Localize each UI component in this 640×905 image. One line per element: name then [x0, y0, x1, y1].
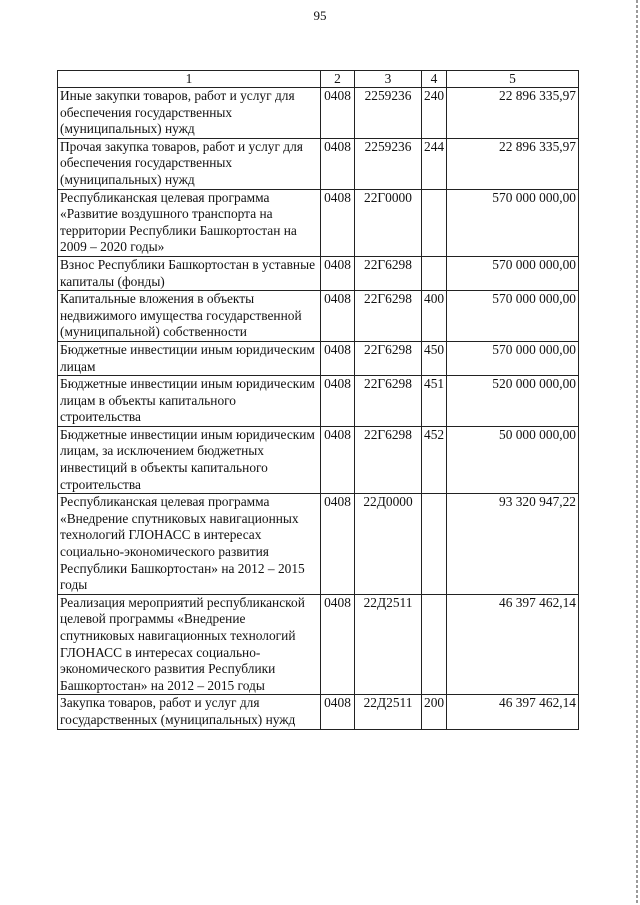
- table-row: [58, 291, 579, 342]
- row-section-code: 0408: [321, 594, 355, 695]
- row-amount: 93 320 947,22: [447, 494, 579, 595]
- table-row: [58, 138, 579, 189]
- table-row: [58, 189, 579, 256]
- row-section-code: 0408: [321, 695, 355, 729]
- row-name-cell: Взнос Республики Башкортостан в уставные капиталы (фонды): [58, 256, 321, 290]
- row-section-code: 0408: [321, 256, 355, 290]
- row-amount: 46 397 462,14: [447, 594, 579, 695]
- row-target-code: 22Д2511: [355, 695, 422, 729]
- row-target-code: 22Д2511: [355, 594, 422, 695]
- row-expense-type: 400: [422, 291, 447, 342]
- row-section-code: 0408: [321, 138, 355, 189]
- row-amount: 520 000 000,00: [447, 376, 579, 427]
- header-col-5: 5: [447, 71, 579, 88]
- row-name-cell: Закупка товаров, работ и услуг для государственных (муниципальных) нужд: [58, 695, 321, 729]
- row-name-cell: Бюджетные инвестиции иным юридическим лицам: [58, 341, 321, 375]
- budget-table: [57, 70, 579, 730]
- row-amount: 22 896 335,97: [447, 138, 579, 189]
- row-section-code: 0408: [321, 494, 355, 595]
- row-amount: 46 397 462,14: [447, 695, 579, 729]
- row-expense-type: [422, 256, 447, 290]
- row-amount: 570 000 000,00: [447, 291, 579, 342]
- header-col-1: 1: [58, 71, 321, 88]
- row-name-cell: Бюджетные инвестиции иным юридическим лицам, за исключением бюджетных инвестиций в объекты капитального строительства: [58, 426, 321, 493]
- row-name-cell: Республиканская целевая программа «Развитие воздушного транспорта на территории Республики Башкортостан на 2009 – 2020 годы»: [58, 189, 321, 256]
- row-amount: 570 000 000,00: [447, 256, 579, 290]
- row-section-code: 0408: [321, 426, 355, 493]
- table-row: [58, 256, 579, 290]
- table-row: [58, 594, 579, 695]
- row-target-code: 2259236: [355, 88, 422, 139]
- row-amount: 50 000 000,00: [447, 426, 579, 493]
- table-row: [58, 341, 579, 375]
- row-target-code: 2259236: [355, 138, 422, 189]
- row-expense-type: 200: [422, 695, 447, 729]
- row-amount: 22 896 335,97: [447, 88, 579, 139]
- table-row: [58, 376, 579, 427]
- row-name-cell: Прочая закупка товаров, работ и услуг для обеспечения государственных (муниципальных) нужд: [58, 138, 321, 189]
- table-row: [58, 494, 579, 595]
- row-section-code: 0408: [321, 376, 355, 427]
- row-name-cell: Бюджетные инвестиции иным юридическим лицам в объекты капитального строительства: [58, 376, 321, 427]
- row-name-cell: Иные закупки товаров, работ и услуг для обеспечения государственных (муниципальных) нужд: [58, 88, 321, 139]
- row-section-code: 0408: [321, 189, 355, 256]
- header-col-2: 2: [321, 71, 355, 88]
- row-section-code: 0408: [321, 88, 355, 139]
- table-body: [58, 88, 579, 730]
- row-target-code: 22Д0000: [355, 494, 422, 595]
- row-name-cell: Капитальные вложения в объекты недвижимого имущества государственной (муниципальной) собственности: [58, 291, 321, 342]
- row-target-code: 22Г6298: [355, 256, 422, 290]
- row-name-cell: Реализация мероприятий республиканской целевой программы «Внедрение спутниковых навигационных технологий ГЛОНАСС в интересах социально-экономического развития Республики Башкортостан» на 2012 – 2015 годы: [58, 594, 321, 695]
- table-header-row: [58, 71, 579, 88]
- row-amount: 570 000 000,00: [447, 189, 579, 256]
- row-expense-type: 450: [422, 341, 447, 375]
- row-expense-type: 240: [422, 88, 447, 139]
- row-expense-type: [422, 494, 447, 595]
- row-target-code: 22Г6298: [355, 376, 422, 427]
- row-target-code: 22Г0000: [355, 189, 422, 256]
- table-row: [58, 426, 579, 493]
- row-amount: 570 000 000,00: [447, 341, 579, 375]
- row-expense-type: 451: [422, 376, 447, 427]
- row-name-cell: Республиканская целевая программа «Внедрение спутниковых навигационных технологий ГЛОНАСС в интересах социально-экономического развития Республики Башкортостан» на 2012 – 2015 годы: [58, 494, 321, 595]
- header-col-3: 3: [355, 71, 422, 88]
- row-target-code: 22Г6298: [355, 291, 422, 342]
- header-col-4: 4: [422, 71, 447, 88]
- row-expense-type: 244: [422, 138, 447, 189]
- page-number: 95: [313, 8, 327, 23]
- row-section-code: 0408: [321, 341, 355, 375]
- page-edge-shadow: [636, 0, 638, 905]
- row-expense-type: [422, 594, 447, 695]
- row-section-code: 0408: [321, 291, 355, 342]
- row-target-code: 22Г6298: [355, 426, 422, 493]
- table-row: [58, 88, 579, 139]
- row-expense-type: [422, 189, 447, 256]
- row-expense-type: 452: [422, 426, 447, 493]
- row-target-code: 22Г6298: [355, 341, 422, 375]
- table-row: [58, 695, 579, 729]
